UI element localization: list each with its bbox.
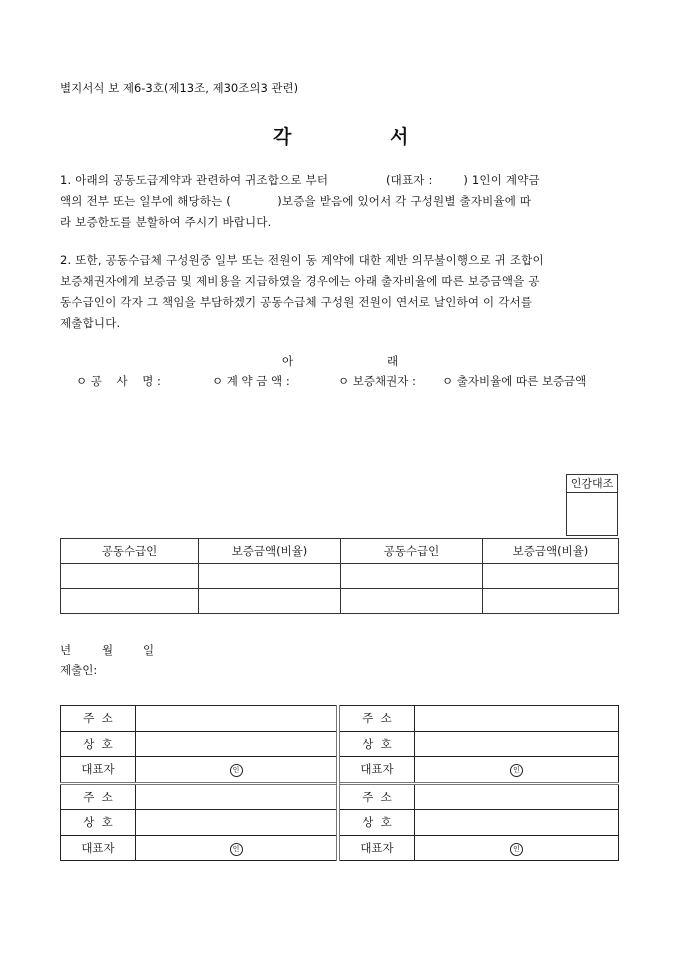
share-table-header — [61, 539, 619, 564]
address-label: 주 소 — [338, 783, 415, 810]
notice-heading-left: 아 — [282, 354, 294, 368]
paragraph-2-line: 제출합니다. — [60, 316, 121, 330]
title-left: 각 — [273, 126, 292, 148]
title-right: 서 — [390, 126, 409, 148]
date-year: 년 — [60, 643, 72, 657]
address-label: 주 소 — [61, 706, 136, 732]
notice-item-contract-amount: ㅇ 계 약 금 액 : — [212, 374, 290, 388]
header-guarantee-amount: 보증금액(비율) — [199, 539, 341, 564]
date-line — [60, 642, 260, 658]
company-field[interactable] — [136, 731, 339, 757]
paragraph-2-line: 2. 또한, 공동수급체 구성원중 일부 또는 전원이 동 계약에 대한 제반 의무불이행으로 귀 조합이 — [60, 253, 544, 267]
paragraph-1-line: 라 보증한도를 분할하여 주시기 바랍니다. — [60, 215, 272, 229]
seal-icon: 인 — [230, 843, 243, 856]
company-field[interactable] — [415, 731, 619, 757]
table-cell[interactable] — [61, 589, 199, 614]
address-field[interactable] — [415, 706, 619, 732]
submitter-label: 제출인: — [60, 663, 98, 677]
signature-row-representative — [61, 835, 619, 861]
date-month: 월 — [102, 643, 114, 657]
representative-label: 대표자 — [338, 835, 415, 861]
header-joint-contractor: 공동수급인 — [341, 539, 483, 564]
address-field[interactable] — [136, 706, 339, 732]
form-number: 별지서식 보 제6-3호(제13조, 제30조의3 관련) — [60, 81, 299, 95]
company-label: 상 호 — [338, 731, 415, 757]
signature-row-address — [61, 706, 619, 732]
table-cell[interactable] — [341, 564, 483, 589]
company-field[interactable] — [415, 810, 619, 836]
table-cell[interactable] — [199, 564, 341, 589]
paragraph-2 — [60, 250, 620, 334]
company-label: 상 호 — [338, 810, 415, 836]
paragraph-1 — [60, 170, 620, 233]
seal-check-label: 인감대조 — [567, 475, 617, 493]
representative-field[interactable] — [415, 835, 619, 861]
signature-row-company — [61, 731, 619, 757]
company-field[interactable] — [136, 810, 339, 836]
table-cell[interactable] — [61, 564, 199, 589]
representative-field[interactable] — [136, 835, 339, 861]
address-field[interactable] — [136, 783, 339, 810]
representative-label: 대표자 — [61, 757, 136, 784]
address-field[interactable] — [415, 783, 619, 810]
header-guarantee-amount: 보증금액(비율) — [483, 539, 619, 564]
table-cell[interactable] — [199, 589, 341, 614]
notice-heading-right: 래 — [387, 354, 399, 368]
signature-row-address — [61, 783, 619, 810]
signature-row-representative — [61, 757, 619, 784]
paragraph-2-line: 보증채권자에게 보증금 및 제비용을 지급하였을 경우에는 아래 출자비율에 따른 보증금액을 공 — [60, 274, 540, 288]
paragraph-2-line: 동수급인이 각자 그 책임을 부담하겠기 공동수급체 구성원 전원이 연서로 날인하여 이 각서를 — [60, 295, 533, 309]
signature-table — [60, 705, 619, 861]
company-label: 상 호 — [61, 810, 136, 836]
paragraph-1-line: 액의 전부 또는 일부에 해당하는 ( )보증을 받음에 있어서 각 구성원별 출자비율에 따 — [60, 194, 532, 208]
share-table — [60, 538, 619, 614]
representative-field[interactable] — [136, 757, 339, 784]
seal-icon: 인 — [510, 843, 523, 856]
paragraph-1-line: 1. 아래의 공동도급계약과 관련하여 귀조합으로 부터 (대표자 : ) 1인이 계약금 — [60, 173, 540, 187]
representative-label: 대표자 — [338, 757, 415, 784]
seal-icon: 인 — [230, 764, 243, 777]
header-joint-contractor: 공동수급인 — [61, 539, 199, 564]
table-row — [61, 564, 619, 589]
address-label: 주 소 — [338, 706, 415, 732]
seal-icon: 인 — [510, 764, 523, 777]
date-day: 일 — [143, 643, 155, 657]
seal-check-box — [566, 474, 618, 536]
table-row — [61, 589, 619, 614]
company-label: 상 호 — [61, 731, 136, 757]
notice-item-project: ㅇ 공 사 명 : — [76, 374, 161, 388]
table-cell[interactable] — [483, 589, 619, 614]
signature-row-company — [61, 810, 619, 836]
notice-item-creditor: ㅇ 보증채권자 : — [338, 374, 416, 388]
table-cell[interactable] — [483, 564, 619, 589]
representative-label: 대표자 — [61, 835, 136, 861]
representative-field[interactable] — [415, 757, 619, 784]
address-label: 주 소 — [61, 783, 136, 810]
table-cell[interactable] — [341, 589, 483, 614]
notice-item-guarantee-amount: ㅇ 출자비율에 따른 보증금액 — [442, 374, 587, 388]
